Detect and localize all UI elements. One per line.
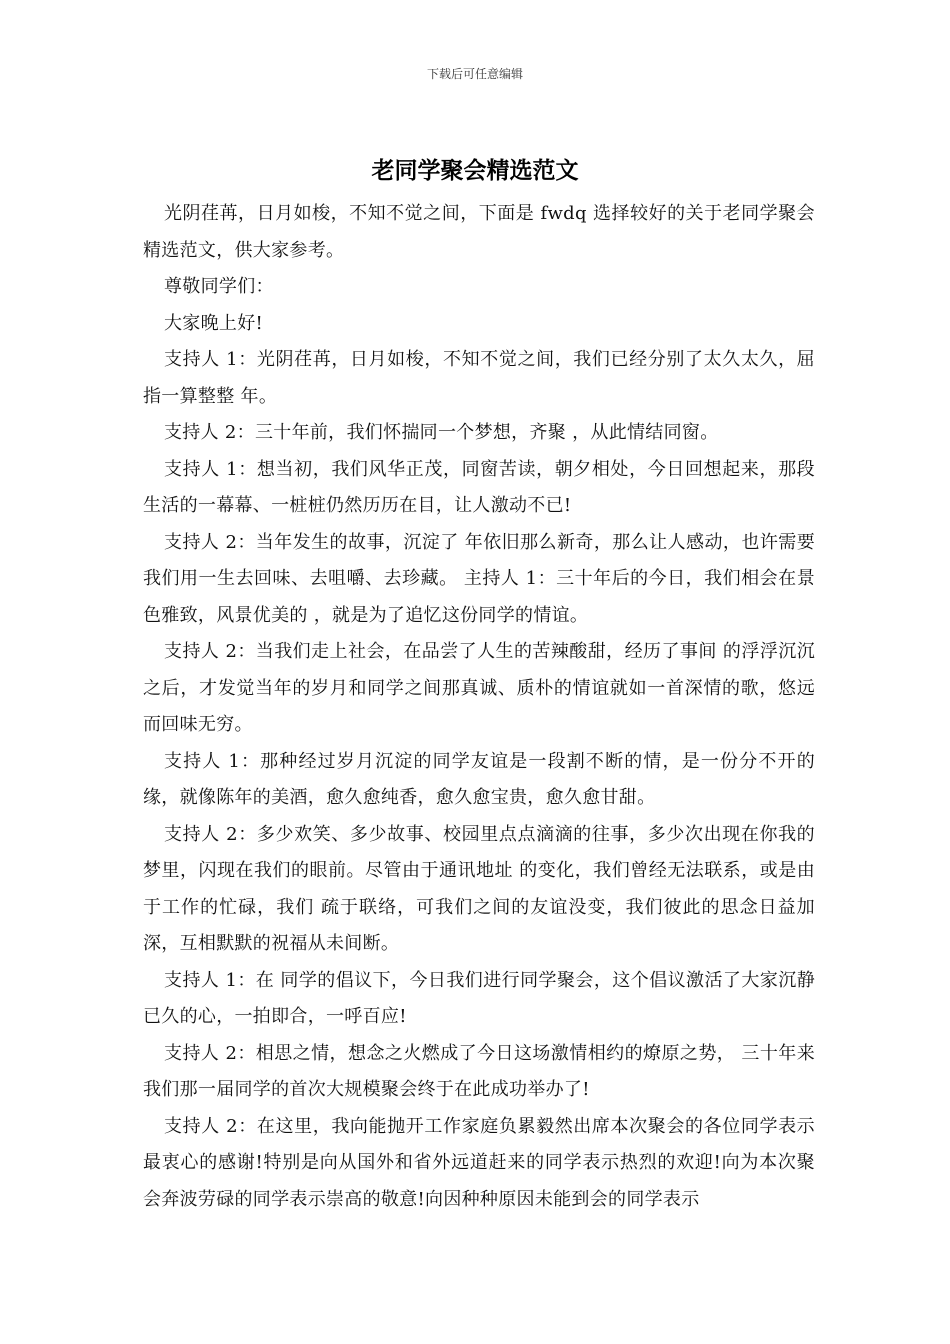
header-note: 下载后可任意编辑 (426, 67, 523, 81)
paragraph: 大家晚上好! (164, 312, 264, 334)
paragraph: 支持人 2：当年发生的故事，沉淀了 年依旧那么新奇，那么让人感动，也许需要我们用一生去回味、去咀嚼、去珍藏。 主持人 1：三十年后的今日，我们相会在景色雅致，风景优美的 ，就是为了追忆这份同学的情谊。 (143, 531, 815, 626)
paragraph: 支持人 1：想当初，我们风华正茂，同窗苦读，朝夕相处，今日回想起来，那段生活的一幕幕、一桩桩仍然历历在目，让人激动不已! (143, 458, 815, 516)
paragraph: 支持人 1：那种经过岁月沉淀的同学友谊是一段割不断的情，是一份分不开的缘，就像陈年的美酒，愈久愈纯香，愈久愈宝贵，愈久愈甘甜。 (143, 750, 815, 808)
paragraph: 光阴荏苒，日月如梭，不知不觉之间，下面是 fwdq 选择较好的关于老同学聚会精选范文，供大家参考。 (143, 203, 815, 261)
paragraph: 支持人 2：多少欢笑、多少故事、校园里点点滴滴的往事，多少次出现在你我的梦里，闪现在我们的眼前。尽管由于通讯地址 的变化，我们曾经无法联系，或是由于工作的忙碌，我们 疏于联络，可我们之间的友谊没变，我们彼此的思念日益加深，互相默默的祝福从未间断。 (143, 823, 815, 954)
paragraph: 支持人 1：在 同学的倡议下，今日我们进行同学聚会，这个倡议激活了大家沉静已久的心，一拍即合，一呼百应! (143, 969, 815, 1027)
document-title: 老同学聚会精选范文 (371, 157, 579, 184)
paragraph: 支持人 2：相思之情，想念之火燃成了今日这场激情相约的燎原之势， 三十年来我们那一届同学的首次大规模聚会终于在此成功举办了! (143, 1042, 815, 1100)
paragraph: 支持人 2：当我们走上社会，在品尝了人生的苦辣酸甜，经历了事间 的浮浮沉沉之后，才发觉当年的岁月和同学之间那真诚、质朴的情谊就如一首深情的歌，悠远而回味无穷。 (143, 641, 815, 735)
paragraph: 支持人 1：光阴荏苒，日月如梭，不知不觉之间，我们已经分别了太久太久，屈指一算整整 年。 (143, 349, 815, 407)
paragraph: 尊敬同学们： (164, 276, 274, 297)
paragraph: 支持人 2：在这里，我向能抛开工作家庭负累毅然出席本次聚会的各位同学表示最衷心的感谢!特别是向从国外和省外远道赶来的同学表示热烈的欢迎!向为本次聚会奔波劳碌的同学表示崇高的敬意!向因种种原因未能到会的同学表示 (143, 1115, 815, 1210)
paragraph: 支持人 2：三十年前，我们怀揣同一个梦想，齐聚 ，从此情结同窗。 (164, 422, 719, 443)
document-body (143, 196, 815, 1218)
